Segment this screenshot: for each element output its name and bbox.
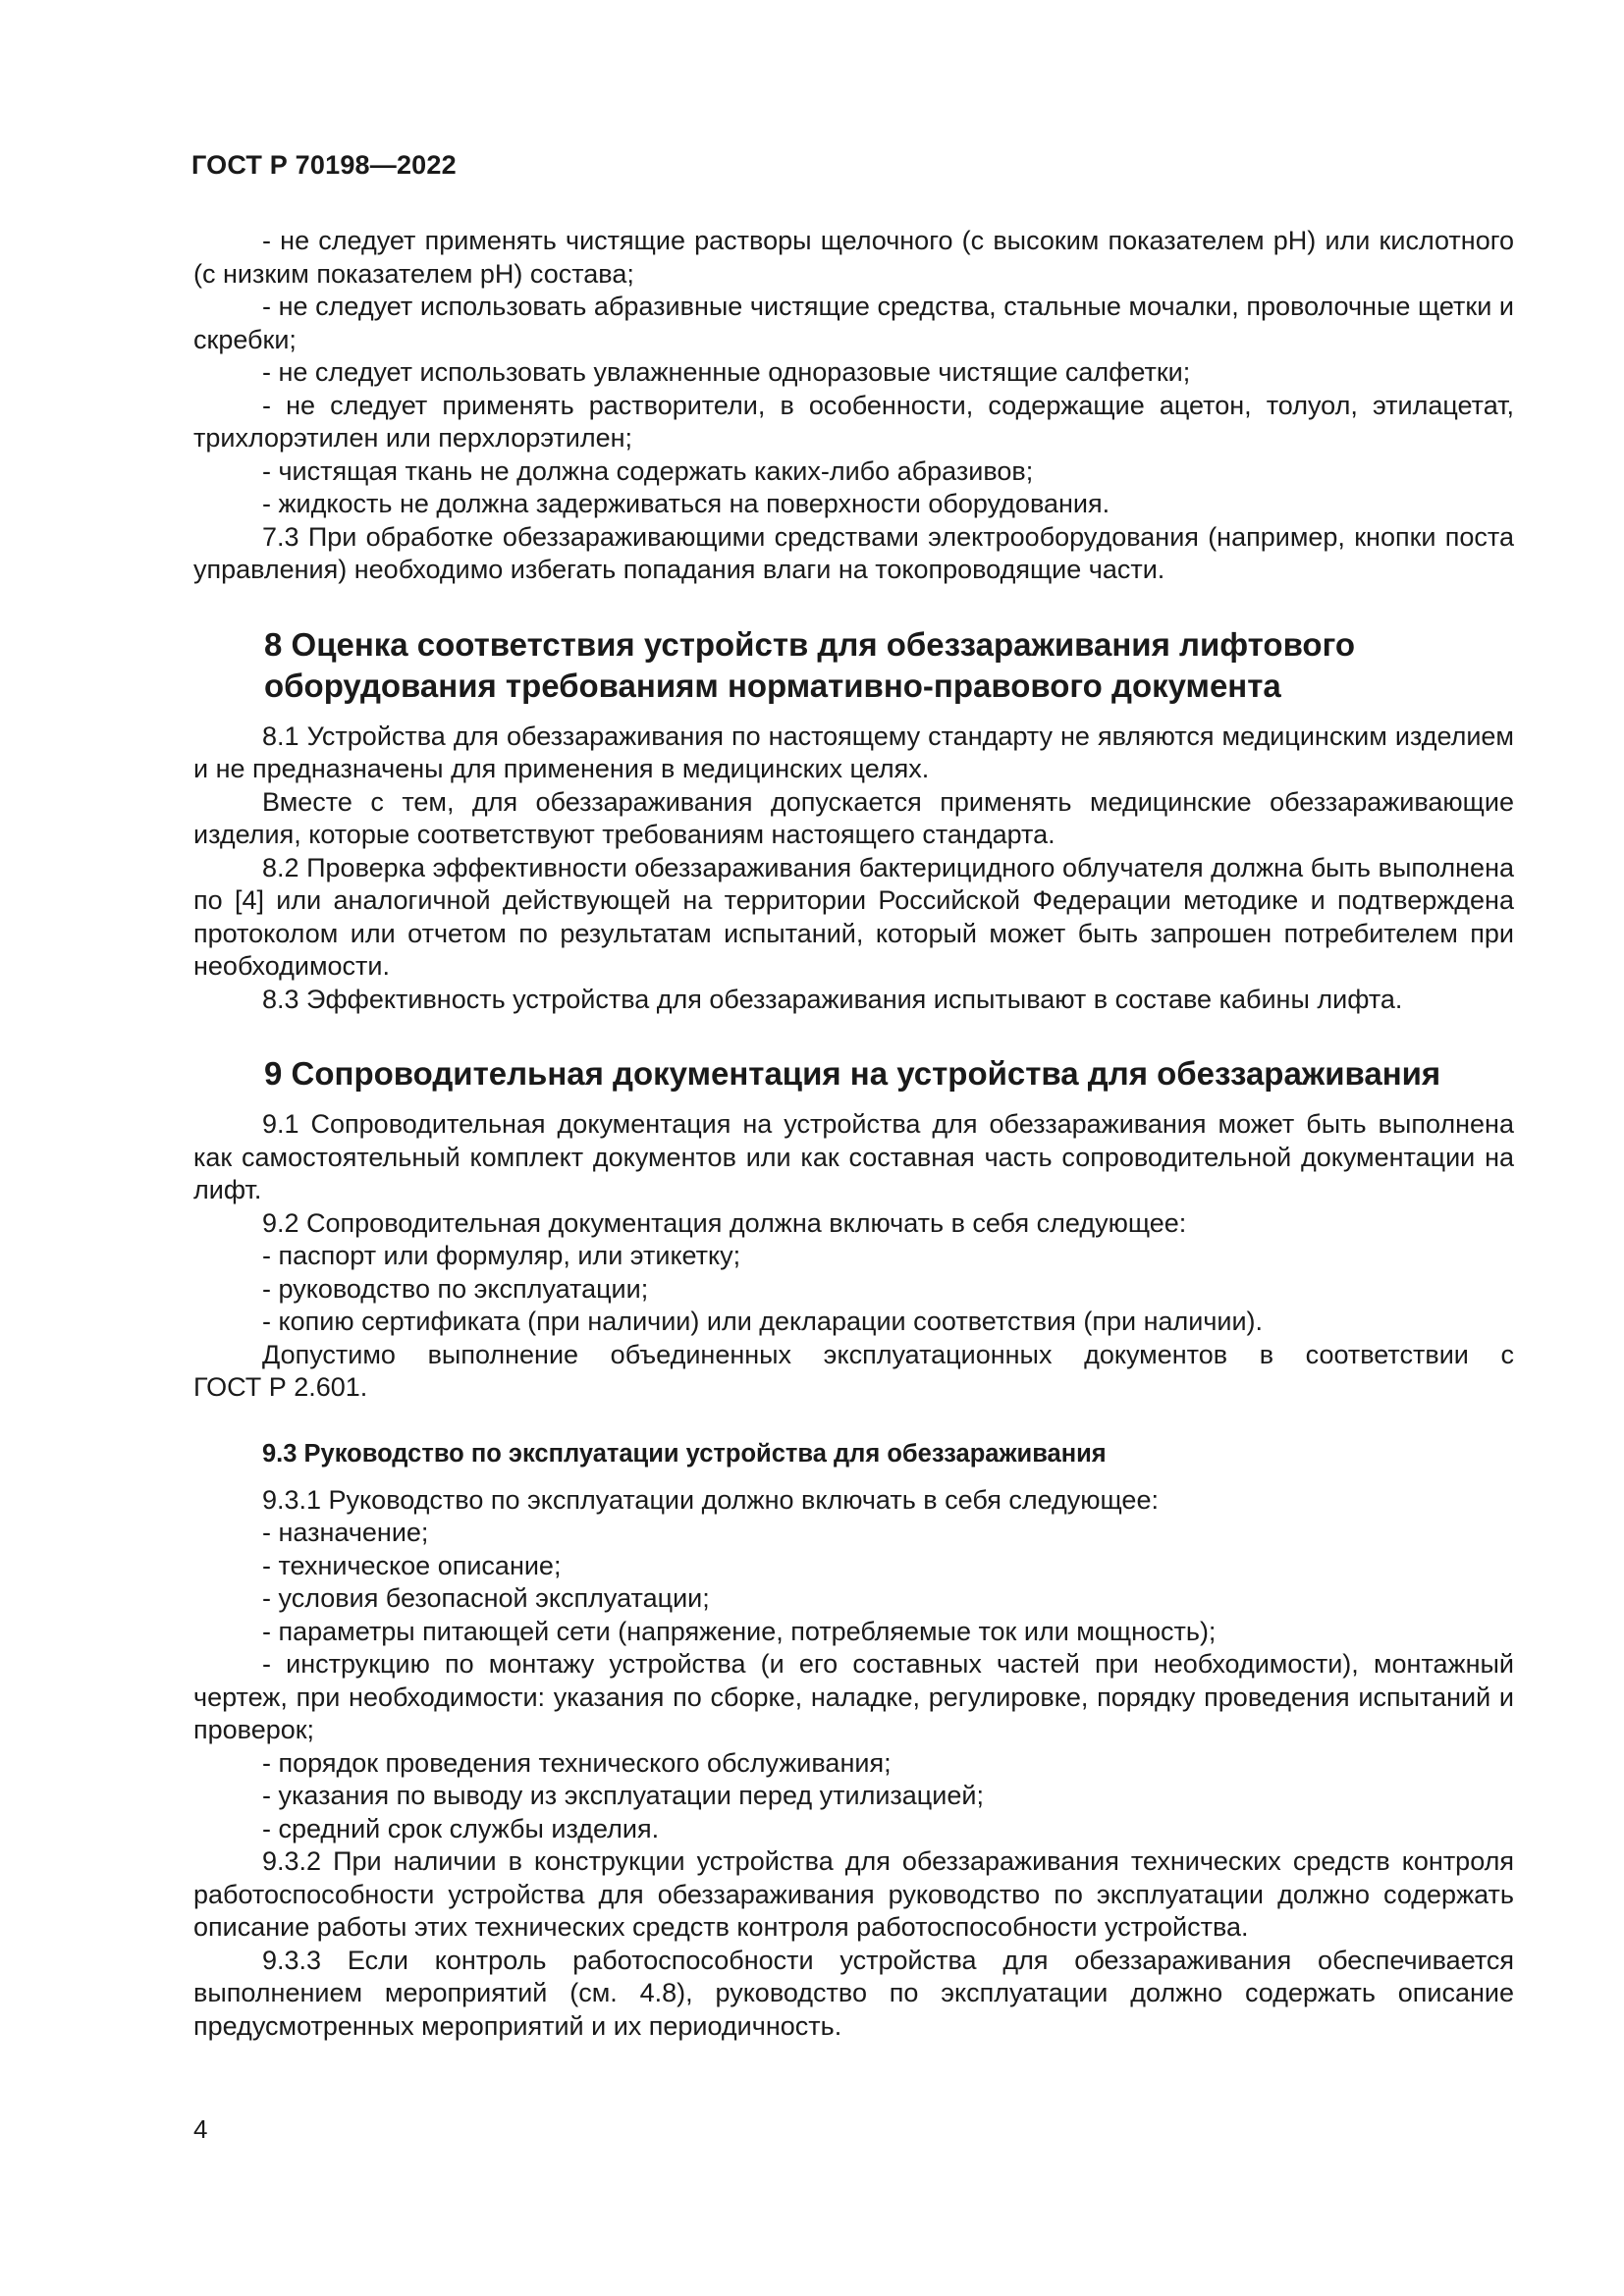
list-item: - инструкцию по монтажу устройства (и его составных частей при необходимости), монтажный чертеж, при необходимости: указания по сборке, наладке, регулировке, порядку проведения испытаний и проверок;: [193, 1649, 1514, 1744]
list-item: - не следует использовать увлажненные одноразовые чистящие салфетки;: [262, 357, 1191, 387]
section-8-title-line1: 8 Оценка соответствия устройств для обеззараживания лифтового: [264, 625, 1356, 663]
list-item: - параметры питающей сети (напряжение, потребляемые ток или мощность);: [262, 1616, 1217, 1646]
list-item: - руководство по эксплуатации;: [262, 1273, 649, 1304]
section-9-title: 9 Сопроводительная документация на устройства для обеззараживания: [264, 1055, 1441, 1092]
list-item: - средний срок службы изделия.: [262, 1813, 660, 1843]
document-body: [193, 225, 1514, 2043]
paragraph-9-3-3: 9.3.3 Если контроль работоспособности устройства для обеззараживания обеспечивается выполнением мероприятий (см. 4.8), руководство по эксплуатации должно содержать описание предусмотренных мероприятий и их периодичность.: [193, 1945, 1514, 2041]
paragraph-8-1-note: Вместе с тем, для обеззараживания допускается применять медицинские обеззараживающие изделия, которые соответствуют требованиям настоящего стандарта.: [193, 786, 1514, 849]
paragraph-9-3-1: 9.3.1 Руководство по эксплуатации должно включать в себя следующее:: [262, 1484, 1159, 1515]
list-item: - порядок проведения технического обслуживания;: [262, 1747, 892, 1778]
list-item: - паспорт или формуляр, или этикетку;: [262, 1241, 741, 1270]
list-item: - не следует использовать абразивные чистящие средства, стальные мочалки, проволочные щетки и скребки;: [193, 292, 1514, 354]
paragraph-9-3-2: 9.3.2 При наличии в конструкции устройства для обеззараживания технических средств контроля работоспособности устройства для обеззараживания руководство по эксплуатации должно содержать описание работы этих технических средств контроля работоспособности устройства.: [193, 1846, 1514, 1942]
section-8-title-line2: оборудования требованиям нормативно-правового документа: [264, 667, 1281, 704]
paragraph-9-2: 9.2 Сопроводительная документация должна включать в себя следующее:: [262, 1207, 1187, 1238]
list-item: - техническое описание;: [262, 1550, 562, 1580]
list-item: - условия безопасной эксплуатации;: [262, 1583, 710, 1613]
paragraph-8-1: 8.1 Устройства для обеззараживания по настоящему стандарту не являются медицинским изделием и не предназначены для применения в медицинских целях.: [193, 721, 1514, 783]
list-item: - указания по выводу из эксплуатации перед утилизацией;: [262, 1781, 984, 1810]
paragraph-9-2-note: Допустимо выполнение объединенных эксплуатационных документов в соответствии с: [262, 1339, 1514, 1369]
list-item: - чистящая ткань не должна содержать каких-либо абразивов;: [262, 455, 1034, 486]
list-item: - назначение;: [262, 1518, 429, 1547]
list-item: - не следует применять растворители, в особенности, содержащие ацетон, толуол, этилацетат, трихлорэтилен или перхлорэтилен;: [193, 390, 1514, 453]
paragraph-7-3: 7.3 При обработке обеззараживающими средствами электрооборудования (например, кнопки поста управления) необходимо избегать попадания влаги на токопроводящие части.: [193, 521, 1514, 584]
list-item: - не следует применять чистящие растворы щелочного (с высоким показателем pH) или кислотного (с низким показателем pH) состава;: [193, 226, 1514, 289]
document-header: ГОСТ Р 70198—2022: [191, 150, 457, 180]
paragraph-9-2-note-end: ГОСТ Р 2.601.: [193, 1372, 368, 1402]
page-number: 4: [193, 2114, 208, 2144]
paragraph-9-1: 9.1 Сопроводительная документация на устройства для обеззараживания может быть выполнена как самостоятельный комплект документов или как составная часть сопроводительной документации на лифт.: [193, 1109, 1514, 1204]
paragraph-8-2: 8.2 Проверка эффективности обеззараживания бактерицидного облучателя должна быть выполнена по [4] или аналогичной действующей на территории Российской Федерации методике и подтверждена протоколом или отчетом по результатам испытаний, который может быть запрошен потребителем при необходимости.: [193, 852, 1514, 981]
section-8-title: [193, 624, 1514, 707]
list-item: - копию сертификата (при наличии) или декларации соответствия (при наличии).: [262, 1307, 1264, 1336]
paragraph-8-3: 8.3 Эффективность устройства для обеззараживания испытывают в составе кабины лифта.: [262, 984, 1403, 1014]
list-item: - жидкость не должна задерживаться на поверхности оборудования.: [262, 489, 1110, 518]
subsection-9-3-title: 9.3 Руководство по эксплуатации устройства для обеззараживания: [262, 1439, 1107, 1468]
